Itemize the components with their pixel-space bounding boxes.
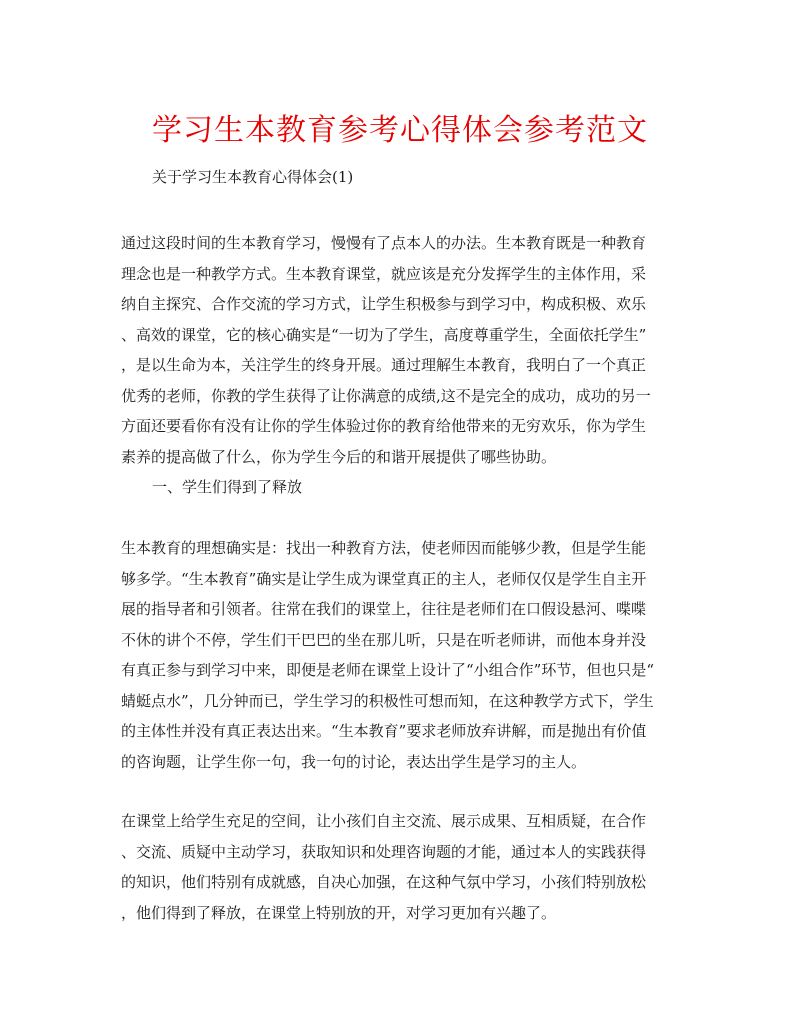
paragraph-line: 素养的提高做了什么，你为学生今后的和谐开展提供了哪些协助。 [121, 447, 557, 466]
paragraph-line: 方面还要看你有没有让你的学生体验过你的教育给他带来的无穷欢乐，你为学生 [121, 417, 647, 435]
paragraph-line: 够多学。“生本教育”确实是让学生成为课堂真正的主人，老师仅仅是学生自主开 [121, 569, 647, 588]
paragraph-line: 不休的讲个不停，学生们干巴巴的坐在那儿听，只是在听老师讲，而他本身并没 [121, 630, 647, 649]
paragraph-line: ，他们得到了释放，在课堂上特别放的开，对学习更加有兴趣了。 [121, 903, 557, 922]
paragraph-line: ，是以生命为本，关注学生的终身开展。通过理解生本教育，我明白了一个真正 [121, 356, 647, 374]
paragraph-line: 蜻蜓点水”，几分钟而已，学生学习的积极性可想而知，在这种教学方式下，学生 [121, 691, 654, 710]
paragraph-ideal [121, 533, 681, 777]
paragraph-line: 在课堂上给学生充足的空间，让小孩们自主交流、展示成果、互相质疑，在合作 [121, 812, 647, 830]
paragraph-line: 、高效的课堂，它的核心确实是“一切为了学生，高度尊重学生，全面依托学生” [121, 325, 647, 344]
paragraph-classroom [121, 806, 681, 928]
document-title: 学习生本教育参考心得体会参考范文 [152, 113, 648, 148]
paragraph-line: 生本教育的理想确实是：找出一种教育方法，使老师因而能够少教，但是学生能 [121, 539, 647, 557]
paragraph-line: 通过这段时间的生本教育学习，慢慢有了点本人的办法。生本教育既是一种教育 [121, 234, 647, 252]
paragraph-line: 纳自主探究、合作交流的学习方式，让学生积极参与到学习中，构成积极、欢乐 [121, 295, 647, 313]
paragraph-line: 的知识，他们特别有成就感，自决心加强，在这种气氛中学习，小孩们特别放松 [121, 873, 647, 891]
document-subtitle: 关于学习生本教育心得体会(1) [152, 168, 354, 186]
section-heading: 一、学生们得到了释放 [152, 478, 303, 496]
paragraph-intro [121, 228, 681, 472]
paragraph-line: 展的指导者和引领者。往常在我们的课堂上，往往是老师们在口假设悬河、喋喋 [121, 600, 647, 618]
paragraph-line: 理念也是一种教学方式。生本教育课堂，就应该是充分发挥学生的主体作用，采 [121, 264, 647, 283]
paragraph-line: 的咨询题，让学生你一句，我一句的讨论，表达出学生是学习的主人。 [121, 752, 587, 771]
paragraph-line: 有真正参与到学习中来，即便是老师在课堂上设计了“小组合作”环节，但也只是“ [121, 661, 655, 679]
paragraph-line: 优秀的老师，你教的学生获得了让你满意的成绩,这不是完全的成功，成功的另一 [121, 386, 651, 405]
paragraph-line: 、交流、质疑中主动学习，获取知识和处理咨询题的才能，通过本人的实践获得 [121, 842, 647, 861]
paragraph-line: 的主体性并没有真正表达出来。“生本教育”要求老师放弃讲解，而是抛出有价值 [121, 722, 647, 740]
